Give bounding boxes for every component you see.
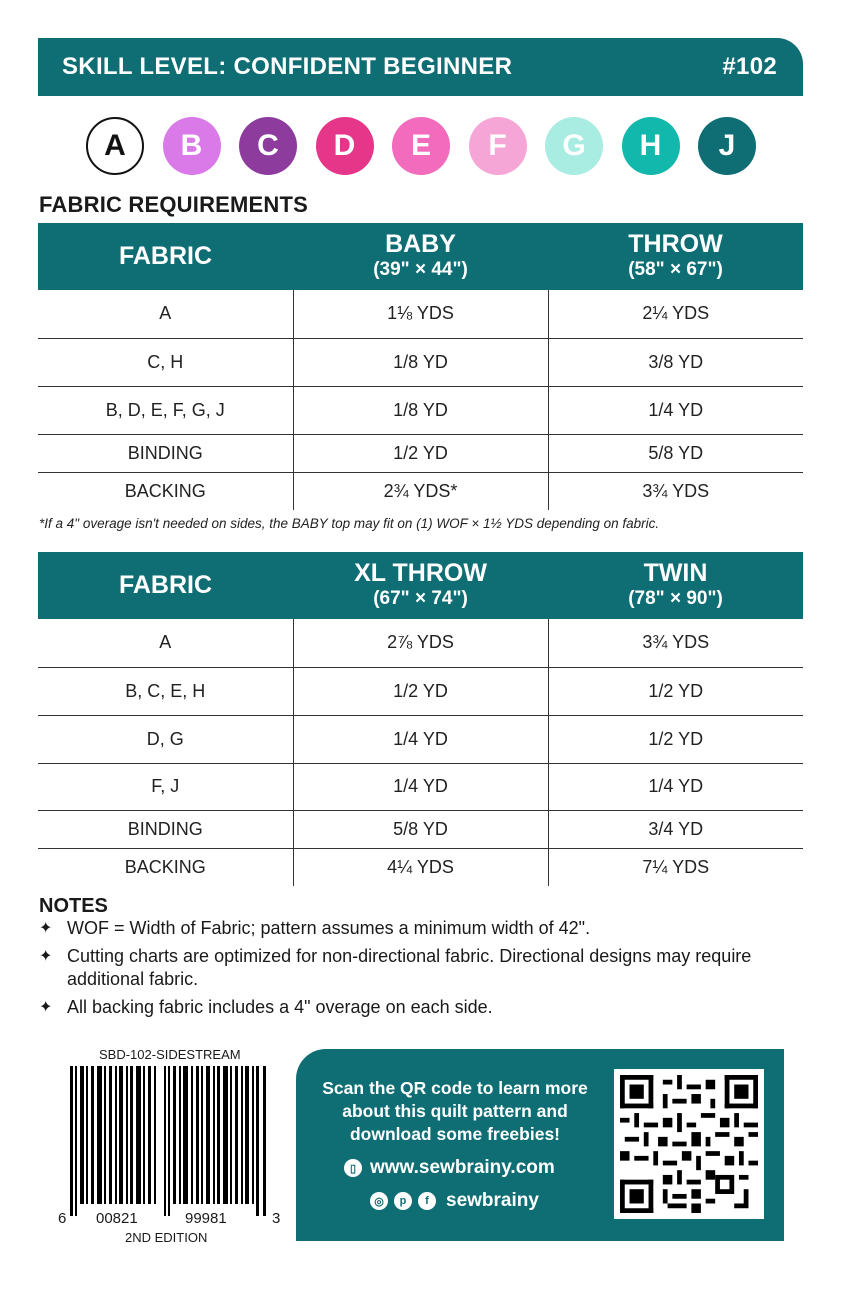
table-row [38, 386, 803, 434]
swatch-b: B [163, 117, 221, 175]
header-fabric: FABRIC [38, 552, 293, 619]
qr-code[interactable] [614, 1069, 764, 1219]
swatch-d: D [316, 117, 374, 175]
cell: 4¼ YDS [293, 848, 548, 886]
edition-label: 2ND EDITION [125, 1230, 208, 1245]
cell: 1/8 YD [293, 338, 548, 386]
cell: 2¾ YDS* [293, 472, 548, 510]
header-twin: TWIN (78" × 90") [548, 552, 803, 619]
notes-title: NOTES [39, 895, 108, 917]
cell: 1/2 YD [548, 667, 803, 715]
cell: 1/4 YD [548, 386, 803, 434]
cell: 5/8 YD [293, 810, 548, 848]
list-item: ✦ All backing fabric includes a 4" overage on each side. [39, 997, 493, 1017]
table-row [38, 338, 803, 386]
table-row [38, 810, 803, 848]
cell: 1/8 YD [293, 386, 548, 434]
barcode-group-right: 99981 [185, 1210, 227, 1227]
cell: 5/8 YD [548, 434, 803, 472]
cell: 2⅞ YDS [293, 619, 548, 667]
qr-panel [296, 1049, 784, 1241]
barcode-icon [70, 1066, 268, 1216]
pattern-number: #102 [722, 53, 777, 80]
cell: 1/4 YD [548, 763, 803, 810]
sparkle-bullet-icon: ✦ [39, 999, 53, 1016]
cell: 3¾ YDS [548, 619, 803, 667]
notes-list [39, 917, 809, 1024]
table-row [38, 848, 803, 886]
fabric-swatch-row [86, 117, 756, 175]
list-item: ✦ WOF = Width of Fabric; pattern assumes a minimum width of 42". [39, 918, 591, 938]
header-fabric: FABRIC [38, 223, 293, 290]
header-baby: BABY (39" × 44") [293, 223, 548, 290]
cell: F, J [38, 763, 293, 810]
cell: 3/4 YD [548, 810, 803, 848]
sparkle-bullet-icon: ✦ [39, 948, 53, 965]
cell: 1/2 YD [293, 434, 548, 472]
list-item: ✦ Cutting charts are optimized for non-directional fabric. Directional designs may require additional fabric. [39, 946, 752, 989]
cell: 3¾ YDS [548, 472, 803, 510]
table-row [38, 763, 803, 810]
cell: BINDING [38, 434, 293, 472]
header-xl-throw: XL THROW (67" × 74") [293, 552, 548, 619]
website-link[interactable]: www.sewbrainy.com [370, 1157, 555, 1178]
cell: A [38, 290, 293, 338]
barcode-group-left: 00821 [96, 1210, 138, 1227]
social-row [370, 1190, 539, 1212]
table-header-row [38, 552, 803, 619]
pinterest-icon[interactable]: p [394, 1192, 412, 1210]
qr-instructions: Scan the QR code to learn more about this quilt pattern and download some freebies! [322, 1078, 588, 1144]
skill-level-banner [38, 38, 803, 96]
swatch-h: H [622, 117, 680, 175]
cell: 1⅛ YDS [293, 290, 548, 338]
table-row [38, 715, 803, 763]
website-row [344, 1157, 555, 1179]
sku-label: SBD-102-SIDESTREAM [99, 1047, 241, 1062]
table-row [38, 290, 803, 338]
cell: 1/4 YD [293, 715, 548, 763]
cell: 1/2 YD [548, 715, 803, 763]
barcode-digit-right: 3 [272, 1210, 281, 1227]
instagram-icon[interactable]: ◎ [370, 1192, 388, 1210]
cell: C, H [38, 338, 293, 386]
swatch-g: G [545, 117, 603, 175]
swatch-c: C [239, 117, 297, 175]
cell: BACKING [124, 480, 206, 501]
cell: 2¼ YDS [548, 290, 803, 338]
cell: A [38, 619, 293, 667]
barcode-digit-left: 6 [58, 1210, 67, 1227]
fabric-table-baby-throw [38, 223, 803, 510]
cell: BINDING [38, 810, 293, 848]
table-row [38, 472, 803, 510]
cell: 1/4 YD [293, 763, 548, 810]
footnote: *If a 4" overage isn't needed on sides, the BABY top may fit on (1) WOF × 1½ YDS depending on fabric. [39, 516, 660, 531]
sparkle-bullet-icon: ✦ [39, 920, 53, 937]
cell: BACKING [124, 856, 206, 877]
cell: B, C, E, H [38, 667, 293, 715]
cell: D, G [38, 715, 293, 763]
cell: B, D, E, F, G, J [38, 386, 293, 434]
cell: 3/8 YD [548, 338, 803, 386]
swatch-j: J [698, 117, 756, 175]
facebook-icon[interactable]: f [418, 1192, 436, 1210]
table-row [38, 619, 803, 667]
header-throw: THROW (58" × 67") [548, 223, 803, 290]
cell: 1/2 YD [293, 667, 548, 715]
swatch-a: A [86, 117, 144, 175]
table-header-row [38, 223, 803, 290]
swatch-e: E [392, 117, 450, 175]
table-row [38, 667, 803, 715]
qr-code-icon [620, 1075, 758, 1213]
social-handle: sewbrainy [446, 1190, 539, 1211]
phone-icon: ▯ [344, 1159, 362, 1177]
section-title: FABRIC REQUIREMENTS [39, 192, 309, 217]
table-row [38, 434, 803, 472]
swatch-f: F [469, 117, 527, 175]
fabric-table-xlthrow-twin [38, 552, 803, 886]
cell: 7¼ YDS [548, 848, 803, 886]
skill-level-text: SKILL LEVEL: CONFIDENT BEGINNER [62, 53, 513, 80]
